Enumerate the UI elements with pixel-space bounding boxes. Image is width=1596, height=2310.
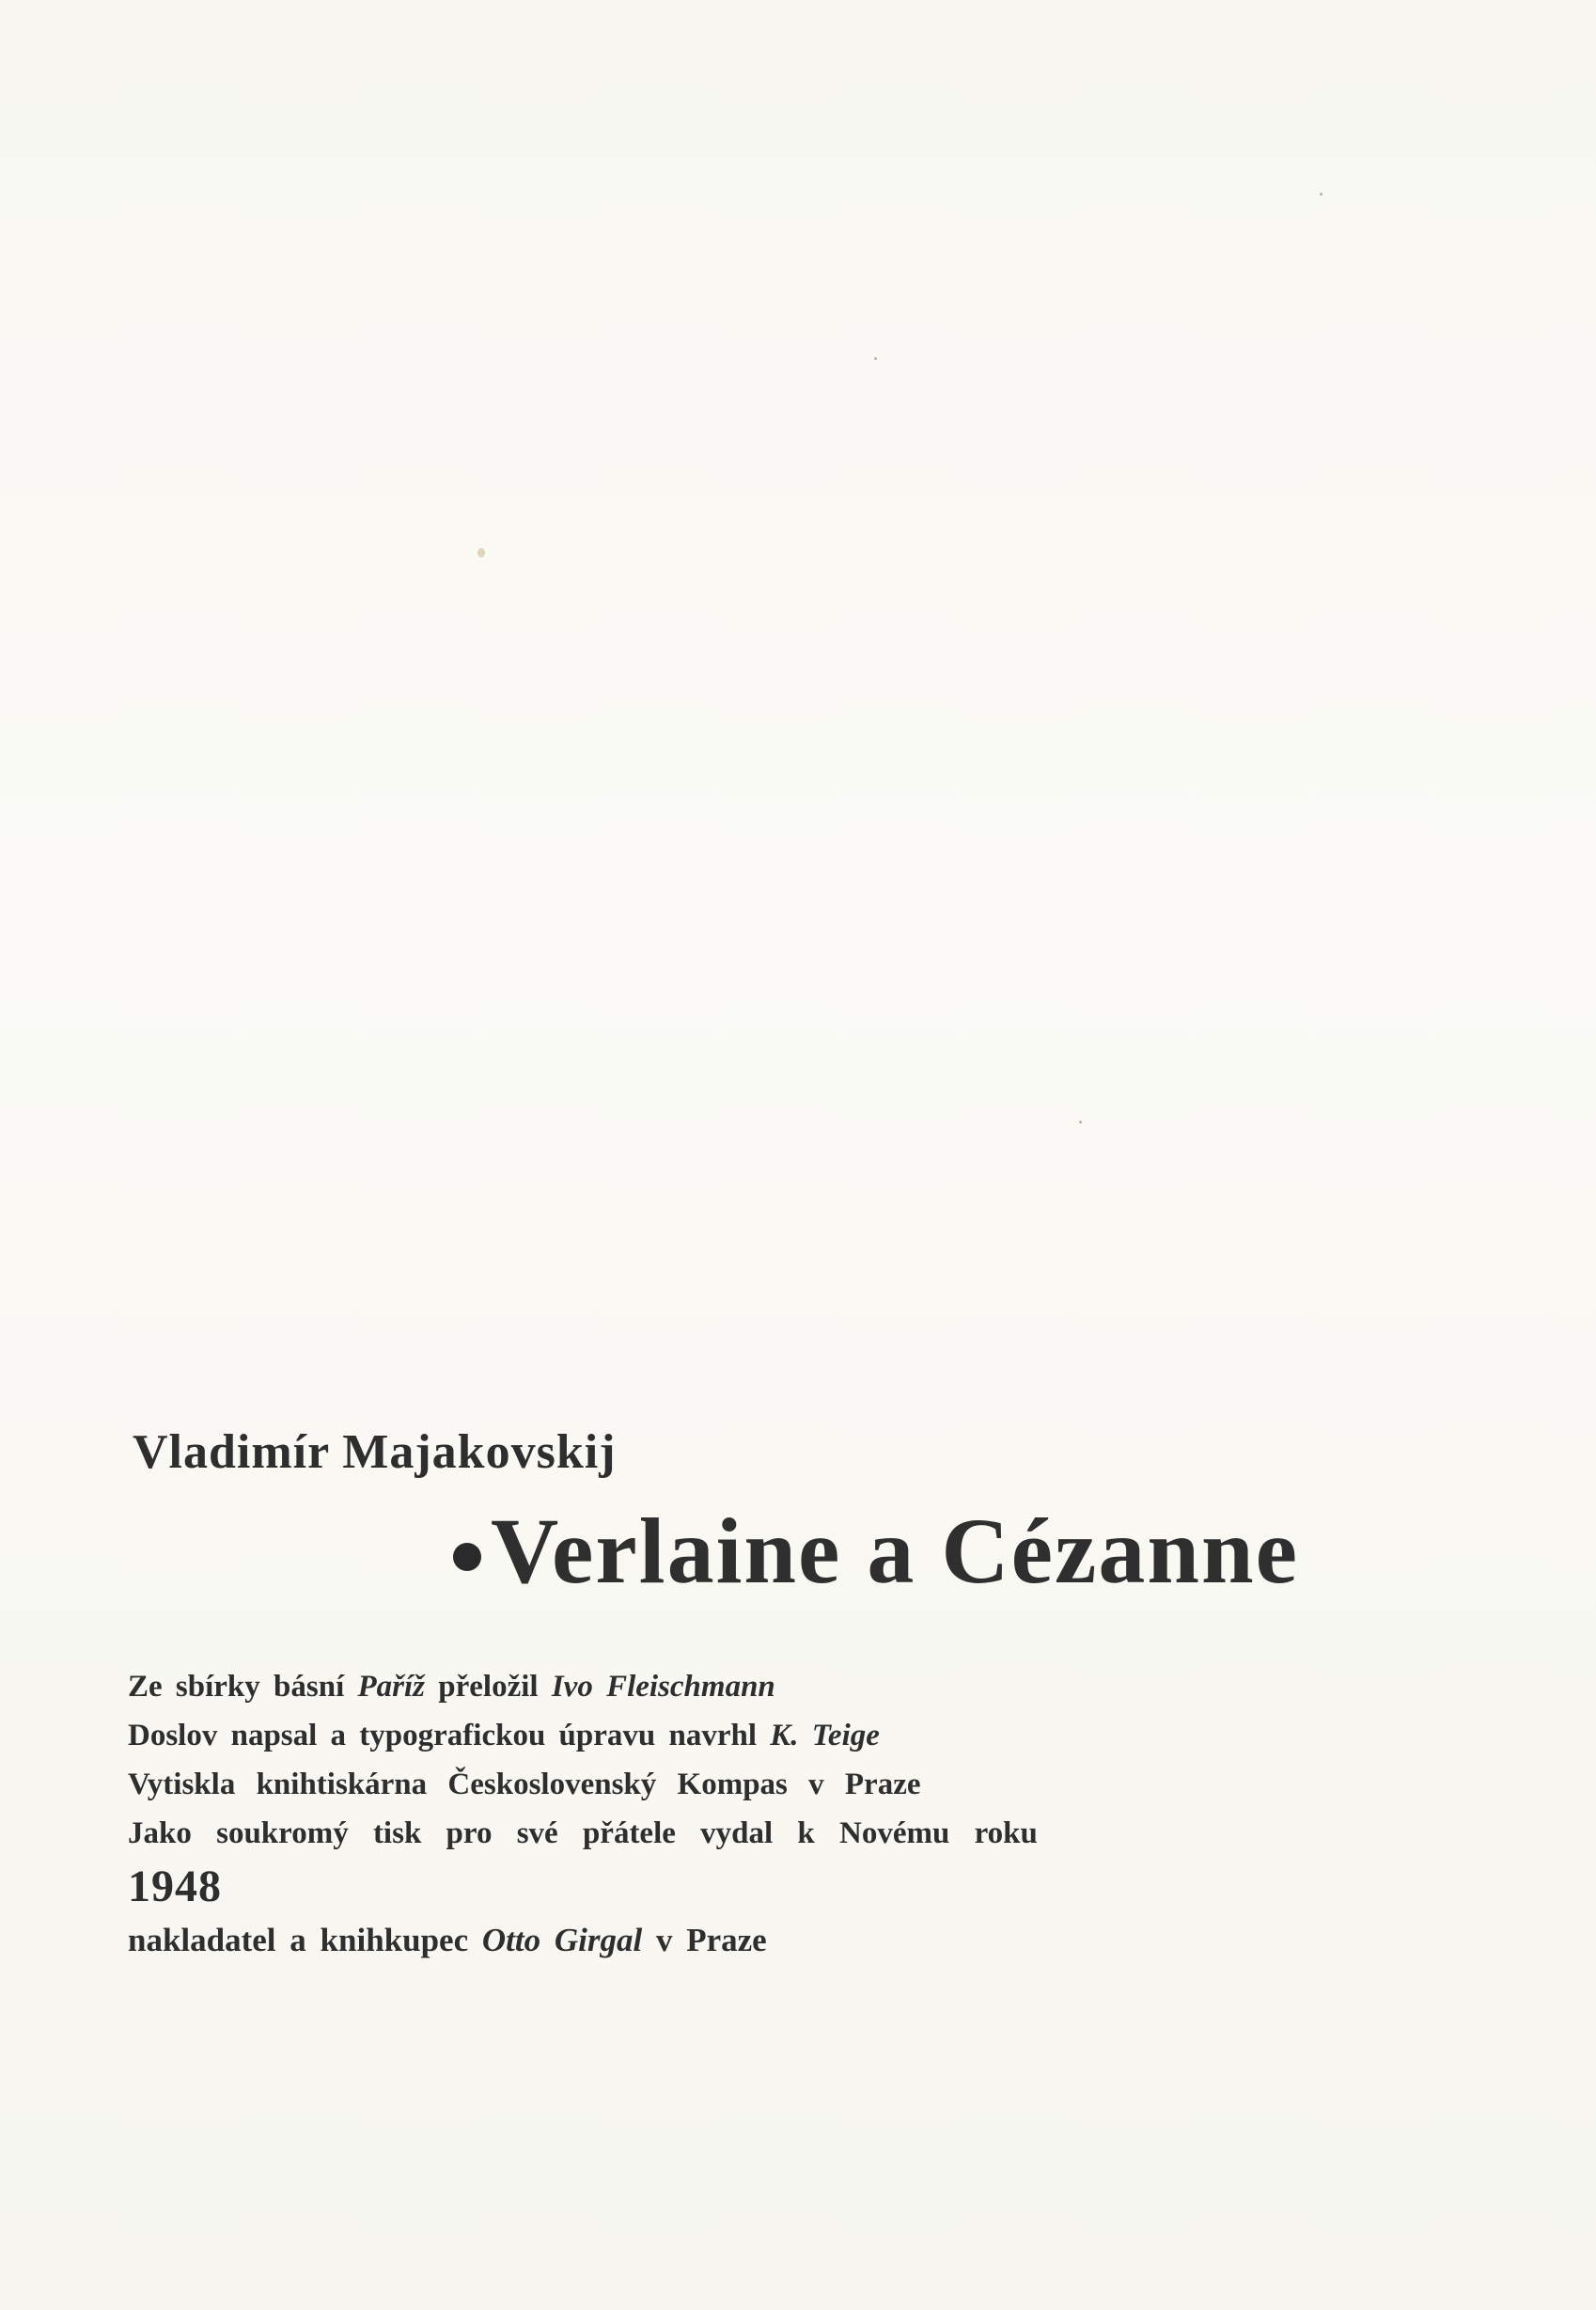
designer-name: K. Teige [770, 1719, 880, 1752]
publisher-name: Otto Girgal [481, 1922, 643, 1958]
publication-year: 1948 [128, 1862, 222, 1911]
paper-speck [874, 357, 877, 360]
bullet-icon [453, 1543, 481, 1571]
book-title: Verlaine a Cézanne [491, 1499, 1299, 1603]
title-row [453, 1499, 1299, 1603]
colophon-line-publisher: nakladatel a knihkupec Otto Girgal v Praze [128, 1922, 767, 1958]
author-name: Vladimír Majakovskij [133, 1425, 617, 1479]
paper-speck [1320, 193, 1322, 196]
collection-title: Paříž [357, 1670, 426, 1704]
paper-speck [1079, 1121, 1082, 1124]
colophon-line-design: Doslov napsal a typografickou úpravu navrhl K. Teige [128, 1719, 880, 1752]
translator-name: Ivo Fleischmann [551, 1670, 775, 1704]
colophon-line-edition: Jako soukromý tisk pro své přátele vydal k Novému roku [128, 1816, 1038, 1850]
colophon-line-source: Ze sbírky básní Paříž přeložil Ivo Fleischmann [128, 1670, 775, 1704]
colophon [128, 1662, 1038, 1965]
paper-speck [477, 548, 485, 558]
colophon-line-printer: Vytiskla knihtiskárna Československý Kompas v Praze [128, 1768, 921, 1801]
